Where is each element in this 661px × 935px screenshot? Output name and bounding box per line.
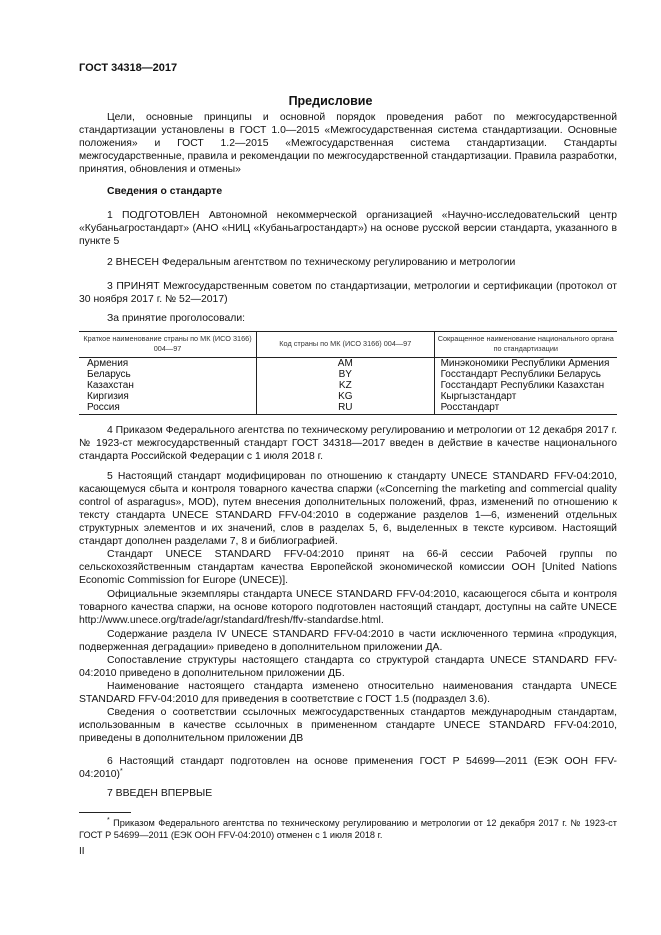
info-heading: Сведения о стандарте (107, 186, 223, 197)
table-row (79, 380, 617, 391)
code-cell: KG (257, 391, 435, 402)
table-row (79, 358, 617, 370)
voted-label: За принятие проголосовали: (107, 313, 246, 324)
country-cell: Армения (87, 358, 129, 369)
body-cell: Минэкономики Республики Армения (434, 358, 617, 370)
intro-paragraph: Цели, основные принципы и основной порядок проведения работ по межгосударственной стандартизации установлены в ГОСТ 1.0—2015 «Межгосударственная система стандартизации. Основные положения» и ГОСТ 1.2—2015 «Межгосударственная система стандартизации. Стандарты межгосударственные, правила и рекомендации по межгосударственной стандартизации. Правила разработки, принятия, обновления и отмены» (79, 112, 617, 175)
voting-table (79, 331, 617, 415)
table-header-body: Сокращенное наименование национального органа по стандартизации (434, 332, 617, 358)
item-6-paragraph (79, 755, 617, 781)
item-5-official-copies: Официальные экземпляры стандарта UNECE STANDARD FFV-04:2010, касающегося сбыта и контроля товарного качества спаржи, на основе которого подготовлен настоящий стандарт, доступны на сайте UNECE http://www.unece.org/trade/agr/standard/fresh/ffv-standardse.html. (79, 589, 617, 626)
country-cell: Россия (79, 402, 257, 415)
code-cell: RU (257, 402, 435, 415)
item-6-text: 6 Настоящий стандарт подготовлен на основе применения ГОСТ Р 54699—2011 (ЕЭК ООН FFV-04:2010) (79, 756, 617, 780)
page-title: Предисловие (288, 94, 373, 108)
table-row (79, 402, 617, 415)
body-cell: Росстандарт (434, 402, 617, 415)
item-3-paragraph: 3 ПРИНЯТ Межгосударственным советом по стандартизации, метрологии и сертификации (протокол от 30 ноября 2017 г. № 52—2017) (79, 281, 617, 305)
item-4-paragraph: 4 Приказом Федерального агентства по техническому регулированию и метрологии от 12 декабря 2017 г. № 1923-ст межгосударственный стандарт ГОСТ 34318—2017 введен в действие в качестве национального стандарта Российской Федерации с 1 июля 2018 г. (79, 425, 617, 462)
item-5-annex-dv: Сведения о соответствии ссылочных межгосударственных стандартов международным стандартам, использованным в качестве ссылочных в примененном стандарте UNECE STANDARD FFV-04:2010, приведены в дополнительном приложении ДВ (79, 707, 617, 744)
footnote-divider (79, 812, 131, 813)
item-5-annex-db: Сопоставление структуры настоящего стандарта со структурой стандарта UNECE STANDARD FFV-04:2010 приведено в дополнительном приложении ДБ. (79, 655, 617, 679)
item-5-title-change: Наименование настоящего стандарта изменено относительно наименования стандарта UNECE STANDARD FFV-04:2010 для приведения в соответствие с ГОСТ 1.5 (подраздел 3.6). (79, 681, 617, 705)
item-2-paragraph: 2 ВНЕСЕН Федеральным агентством по техническому регулированию и метрологии (107, 257, 516, 268)
item-5-paragraph: 5 Настоящий стандарт модифицирован по отношению к стандарту UNECE STANDARD FFV-04:2010, касающемуся сбыта и контроля товарного качества спаржи («Concerning the marketing and commercial quality control of asparagus», MOD), путем внесения дополнительных положений, фраз, изменений по отношению к тексту стандарта UNECE STANDARD FFV-04:2010 в содержание разделов 1—6, изменений отдельных структурных элементов и их значений, слов в разделах 5, 6, выделенных в тексте курсивом. Настоящий стандарт дополнен разделами 7, 8 и библиографией. (79, 471, 617, 547)
table-header-row (79, 332, 617, 358)
item-5-annex-da: Содержание раздела IV UNECE STANDARD FFV-04:2010 в части исключенного термина «продукция, подверженная деградации» приведено в дополнительном приложении ДА. (79, 629, 617, 653)
footnote (79, 817, 617, 841)
table-row (79, 369, 617, 380)
table-header-country: Краткое наименование страны по МК (ИСО 3166) 004—97 (79, 332, 257, 358)
body-cell: Госстандарт Республики Беларусь (434, 369, 617, 380)
item-1-paragraph: 1 ПОДГОТОВЛЕН Автономной некоммерческой организацией «Научно-исследовательский центр «Кубаньагростандарт» (АНО «НИЦ «Кубаньагростандарт») на основе русской версии стандарта, указанного в пункте 5 (79, 210, 617, 247)
table-row (79, 391, 617, 402)
body-cell: Госстандарт Республики Казахстан (434, 380, 617, 391)
code-cell: BY (257, 369, 435, 380)
table-header-code: Код страны по МК (ИСО 3166) 004—97 (257, 332, 435, 358)
country-cell: Беларусь (87, 369, 131, 380)
item-5-unece-adoption: Стандарт UNECE STANDARD FFV-04:2010 принят на 66-й сессии Рабочей группы по сельскохозяйственным стандартам качества Европейской экономической комиссии ООН [United Nations Economic Commission for Europe (UNECE)]. (79, 549, 617, 586)
footnote-reference: * (120, 768, 123, 775)
country-cell: Казахстан (87, 380, 134, 391)
footnote-marker: * (107, 817, 110, 824)
code-cell: AM (257, 358, 435, 370)
document-code-header: ГОСТ 34318—2017 (79, 62, 178, 74)
country-cell: Киргизия (87, 391, 129, 402)
code-cell: KZ (257, 380, 435, 391)
page-number: II (79, 846, 85, 857)
body-cell: Кыргызстандарт (434, 391, 617, 402)
footnote-text: Приказом Федерального агентства по техническому регулированию и метрологии от 12 декабря 2017 г. № 1923-ст ГОСТ Р 54699—2011 (ЕЭК ООН FFV-04:2010) отменен с 1 июля 2018 г. (79, 818, 617, 840)
item-7-paragraph: 7 ВВЕДЕН ВПЕРВЫЕ (107, 788, 213, 799)
